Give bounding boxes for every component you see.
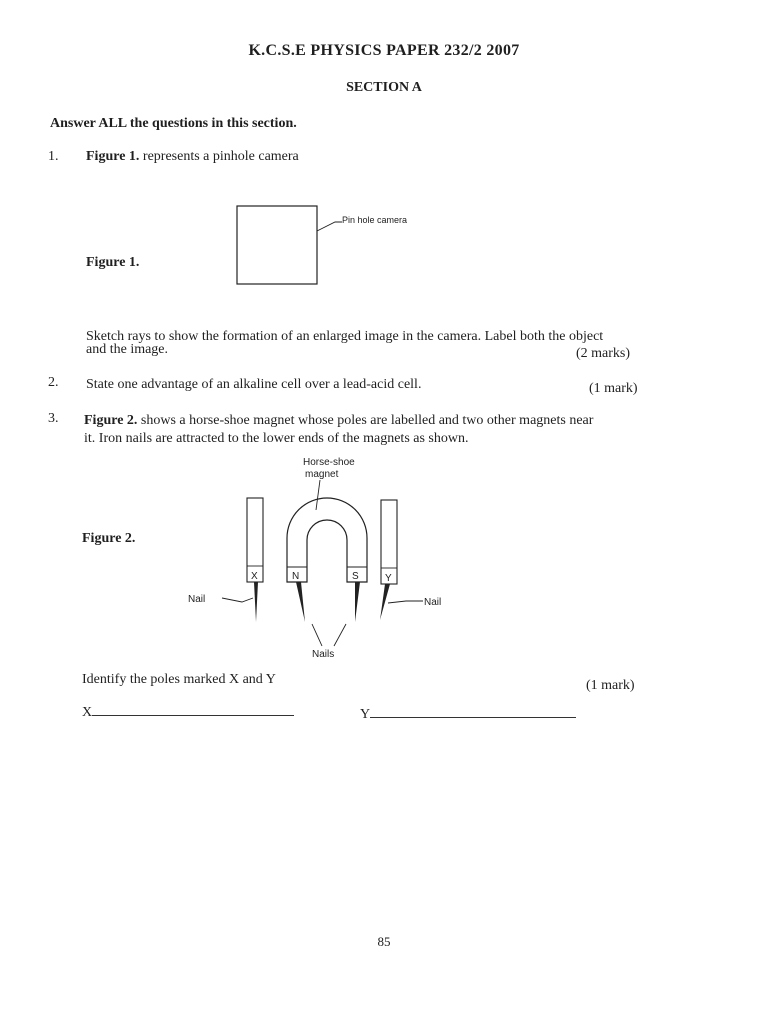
- question-1-text-line2: and the image.: [86, 342, 169, 357]
- camera-label: Pin hole camera: [342, 215, 408, 225]
- figure-1-label: Figure 1.: [86, 255, 140, 270]
- right-nail: [380, 584, 390, 620]
- left-nail-label: Nail: [188, 594, 206, 605]
- answer-y-label: Y: [360, 707, 371, 722]
- answer-y: [360, 707, 576, 723]
- right-bar-magnet: [381, 500, 397, 584]
- question-1-text-line1: Sketch rays to show the formation of an enlarged image in the camera. Label both the object: [86, 329, 604, 344]
- figure-1-reference: Figure 1.: [86, 149, 140, 164]
- left-nail-pointer: [222, 598, 253, 602]
- question-3-lead-text: shows a horse-shoe magnet whose poles are labelled and two other magnets near: [137, 413, 594, 428]
- question-2-text: State one advantage of an alkaline cell over a lead-acid cell.: [86, 377, 422, 392]
- pole-n-label: N: [292, 571, 300, 582]
- identify-poles-text: Identify the poles marked X and Y: [82, 672, 276, 687]
- horseshoe-label-pointer: [316, 480, 320, 510]
- left-bar-magnet: [247, 498, 263, 582]
- pole-s-label: S: [352, 571, 359, 582]
- question-1-number: 1.: [48, 149, 59, 164]
- center-nail-left: [296, 582, 305, 622]
- right-nail-pointer: [388, 601, 423, 603]
- question-3-number: 3.: [48, 411, 59, 426]
- horseshoe-label-line2: magnet: [305, 469, 339, 480]
- answer-x: [82, 705, 294, 721]
- horseshoe-magnet: [287, 498, 367, 582]
- instruction-text: Answer ALL the questions in this section.: [50, 116, 297, 131]
- section-heading: SECTION A: [346, 80, 422, 95]
- question-2-marks: (1 mark): [589, 381, 638, 396]
- magnets-diagram: [180, 450, 470, 670]
- center-nail-right: [355, 582, 360, 622]
- nails-label: Nails: [312, 649, 335, 660]
- question-3-marks: (1 mark): [586, 678, 635, 693]
- pinhole-camera-diagram: [230, 195, 450, 295]
- answer-x-line[interactable]: [92, 715, 294, 716]
- pinhole-camera-box: [237, 206, 317, 284]
- figure-2-reference: Figure 2.: [84, 413, 138, 428]
- figure-2-label: Figure 2.: [82, 531, 136, 546]
- left-nail: [254, 582, 258, 622]
- question-1-marks: (2 marks): [576, 346, 631, 361]
- paper-title: K.C.S.E PHYSICS PAPER 232/2 2007: [248, 42, 520, 59]
- pole-x-label: X: [251, 571, 258, 582]
- answer-x-label: X: [82, 705, 93, 720]
- answer-y-line[interactable]: [370, 717, 576, 718]
- right-nail-label: Nail: [424, 597, 442, 608]
- horseshoe-label-line1: Horse-shoe: [303, 457, 355, 468]
- question-1-lead-text: represents a pinhole camera: [139, 149, 299, 164]
- question-1-lead: [86, 149, 299, 165]
- question-3-text-line2: it. Iron nails are attracted to the lower ends of the magnets as shown.: [84, 431, 469, 446]
- page-number: 85: [377, 934, 391, 949]
- pole-y-label: Y: [385, 573, 392, 584]
- camera-label-pointer: [317, 222, 342, 231]
- question-3-lead: [84, 413, 593, 429]
- question-2-number: 2.: [48, 375, 59, 390]
